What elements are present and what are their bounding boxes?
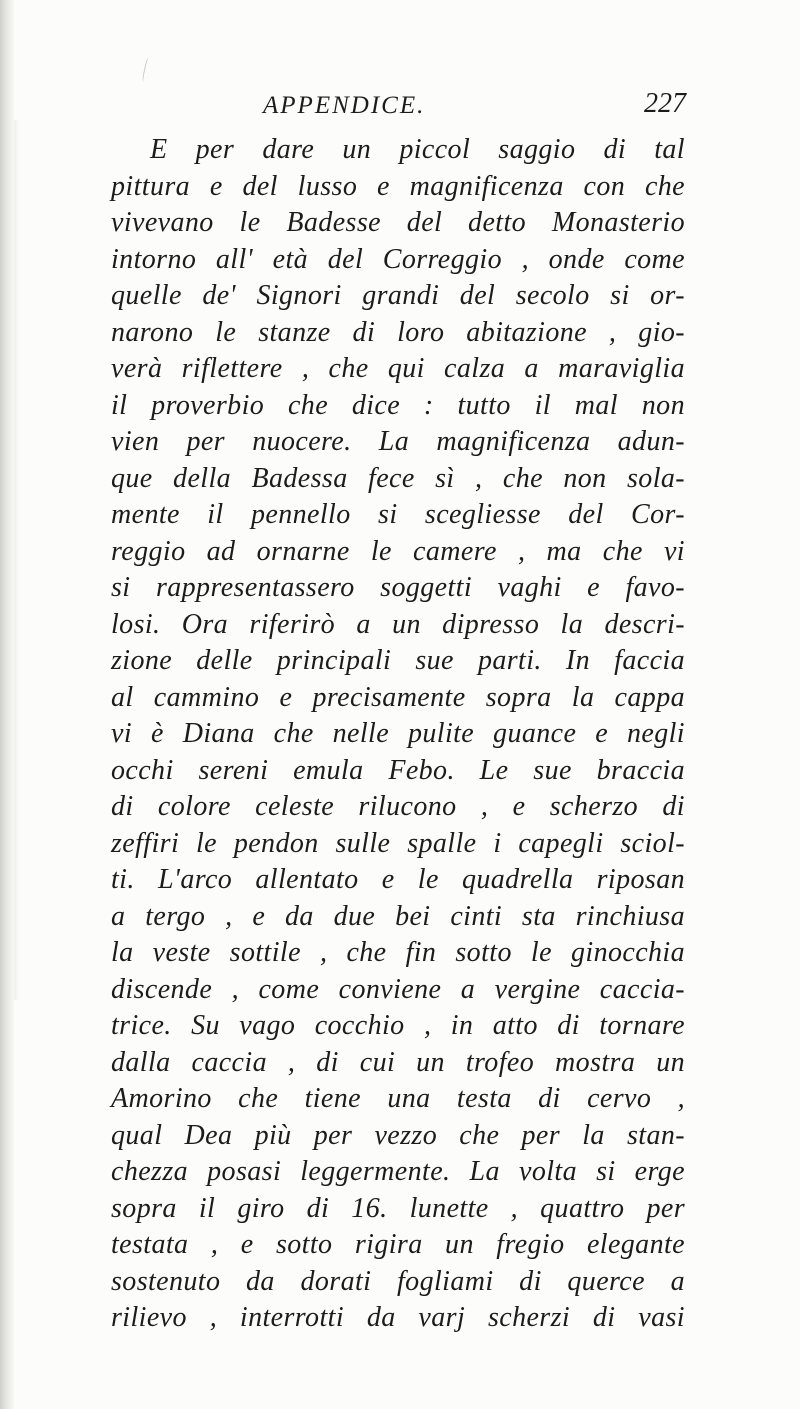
text-line: si rappresentassero soggetti vaghi e favo- [111,572,685,603]
text-line: sostenuto da dorati fogliami di querce a [111,1265,685,1297]
paper-mark [142,58,152,83]
text-line: discende , come conviene a vergine caccia- [111,973,685,1005]
text-line: a tergo , e da due bei cinti sta rinchiusa [111,900,685,932]
text-line: mente il pennello si scegliesse del Cor- [111,499,685,530]
text-line: vivevano le Badesse del detto Monasterio [111,207,685,238]
text-line: trice. Su vago cocchio , in atto di tornare [111,1010,685,1041]
text-line: rilievo , interrotti da varj scherzi di vasi [111,1302,685,1333]
text-line: zione delle principali sue parti. In faccia [111,645,685,676]
text-line: la veste sottile , che fin sotto le ginocchia [111,937,685,968]
text-line: vien per nuocere. La magnificenza adun- [111,426,685,457]
text-line: losi. Ora riferirò a un dipresso la descri- [111,608,685,640]
running-head: APPENDICE. [263,92,426,119]
text-line: pittura e del lusso e magnificenza con che [111,170,685,202]
text-line: qual Dea più per vezzo che per la stan- [111,1119,685,1151]
text-line: Amorino che tiene una testa di cervo , [111,1083,685,1114]
text-line: dalla caccia , di cui un trofeo mostra un [111,1046,685,1078]
text-line: vi è Diana che nelle pulite guance e negli [111,718,685,749]
text-line: testata , e sotto rigira un fregio elegante [111,1229,685,1260]
text-line: chezza posasi leggermente. La volta si erge [111,1156,685,1187]
binding-shade [14,120,20,1000]
text-line: verà riflettere , che qui calza a maraviglia [111,353,685,384]
page-number: 227 [644,88,686,119]
page-header [263,88,686,124]
page-gutter-shadow [0,0,14,1409]
text-line: zeffiri le pendon sulle spalle i capegli sciol- [111,827,685,859]
text-line: al cammino e precisamente sopra la cappa [111,681,685,713]
text-line: il proverbio che dice : tutto il mal non [111,389,685,421]
text-line: occhi sereni emula Febo. Le sue braccia [111,754,685,786]
text-line: E per dare un piccol saggio di tal [150,134,685,165]
text-line: quelle de' Signori grandi del secolo si or- [111,280,685,311]
text-line: reggio ad ornarne le camere , ma che vi [111,535,685,567]
text-line: narono le stanze di loro abitazione , gio- [111,316,685,348]
text-line: que della Badessa fece sì , che non sola- [111,462,685,494]
text-line: di colore celeste rilucono , e scherzo di [111,791,685,822]
text-line: intorno all' età del Correggio , onde come [111,243,685,275]
text-line: sopra il giro di 16. lunette , quattro per [111,1192,685,1224]
text-line: ti. L'arco allentato e le quadrella riposan [111,864,685,895]
